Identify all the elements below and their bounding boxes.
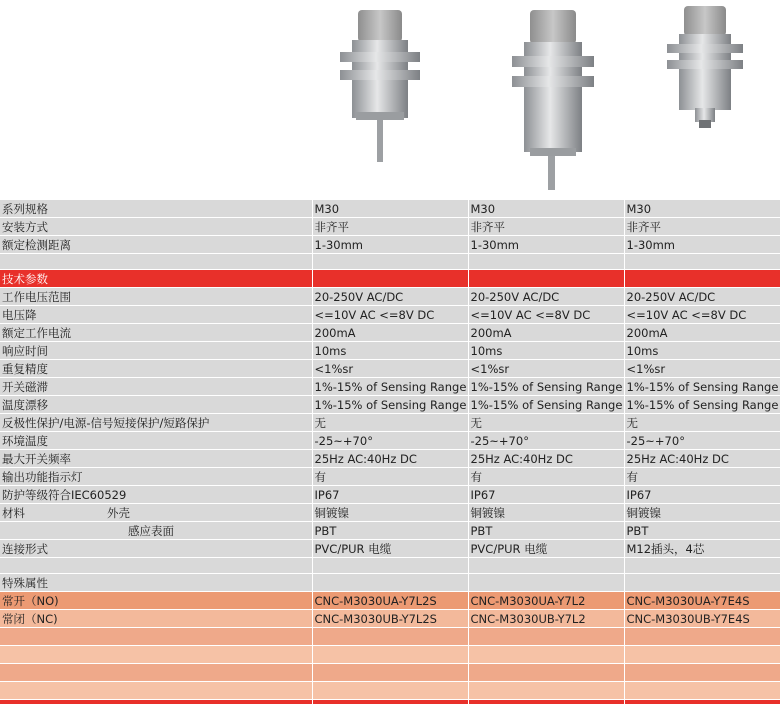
row-material-face: 感应表面 PBT PBT PBT (0, 522, 780, 540)
row-series: 系列规格 M30 M30 M30 (0, 200, 780, 218)
spec-table (0, 200, 780, 705)
row-no: 常开（NO) CNC-M3030UA-Y7L2S CNC-M3030UA-Y7L2 CNC-M3030UA-Y7E4S (0, 592, 780, 610)
sensor-cable-long (512, 10, 594, 190)
row-range: 额定检测距离 1-30mm 1-30mm 1-30mm (0, 236, 780, 254)
spacer-row-2 (0, 558, 780, 574)
empty-row (0, 664, 780, 682)
row-voltage: 工作电压范围 20-250V AC/DC 20-250V AC/DC 20-250V AC/DC (0, 288, 780, 306)
material-label: 材料 (2, 505, 25, 520)
sensor-cable-flush (340, 10, 420, 162)
sensor-images (0, 0, 780, 200)
housing-label: 外壳 (107, 505, 130, 520)
row-mounting: 安装方式 非齐平 非齐平 非齐平 (0, 218, 780, 236)
label: 系列规格 (0, 200, 312, 218)
row-connection: 连接形式 PVC/PUR 电缆 PVC/PUR 电缆 M12插头，4芯 (0, 540, 780, 558)
row-repeat: 重复精度 <1%sr <1%sr <1%sr (0, 360, 780, 378)
row-special: 特殊属性 (0, 574, 780, 592)
face-label: 感应表面 (0, 522, 312, 540)
bottom-bar (0, 700, 780, 705)
row-frequency: 最大开关频率 25Hz AC:40Hz DC 25Hz AC:40Hz DC 25Hz AC:40Hz DC (0, 450, 780, 468)
row-current: 额定工作电流 200mA 200mA 200mA (0, 324, 780, 342)
empty-row (0, 682, 780, 700)
spacer-row (0, 254, 780, 270)
row-ip: 防护等级符合IEC60529 IP67 IP67 IP67 (0, 486, 780, 504)
product-photos (0, 0, 780, 200)
section-tech-header: 技术参数 (0, 270, 780, 288)
row-voltage-drop: 电压降 <=10V AC <=8V DC <=10V AC <=8V DC <=10V AC <=8V DC (0, 306, 780, 324)
empty-row (0, 646, 780, 664)
row-nc: 常闭（NC) CNC-M3030UB-Y7L2S CNC-M3030UB-Y7L2 CNC-M3030UB-Y7E4S (0, 610, 780, 628)
row-temp-drift: 温度漂移 1%-15% of Sensing Range 1%-15% of Sensing Range 1%-15% of Sensing Range (2, 397, 779, 412)
row-material-housing: 材料 外壳 铜镀镍 铜镀镍 铜镀镍 (0, 504, 780, 522)
empty-row (0, 628, 780, 646)
sensor-m12-connector (667, 6, 743, 128)
row-response: 响应时间 10ms 10ms 10ms (0, 342, 780, 360)
row-indicator: 输出功能指示灯 有 有 有 (0, 468, 780, 486)
row-hysteresis: 开关磁滞 1%-15% of Sensing Range 1%-15% of Sensing Range 1%-15% of Sensing Range (2, 379, 779, 394)
row-protection: 反极性保护/电源-信号短接保护/短路保护 无 无 无 (0, 414, 780, 432)
row-ambient: 环境温度 -25~+70° -25~+70° -25~+70° (0, 432, 780, 450)
